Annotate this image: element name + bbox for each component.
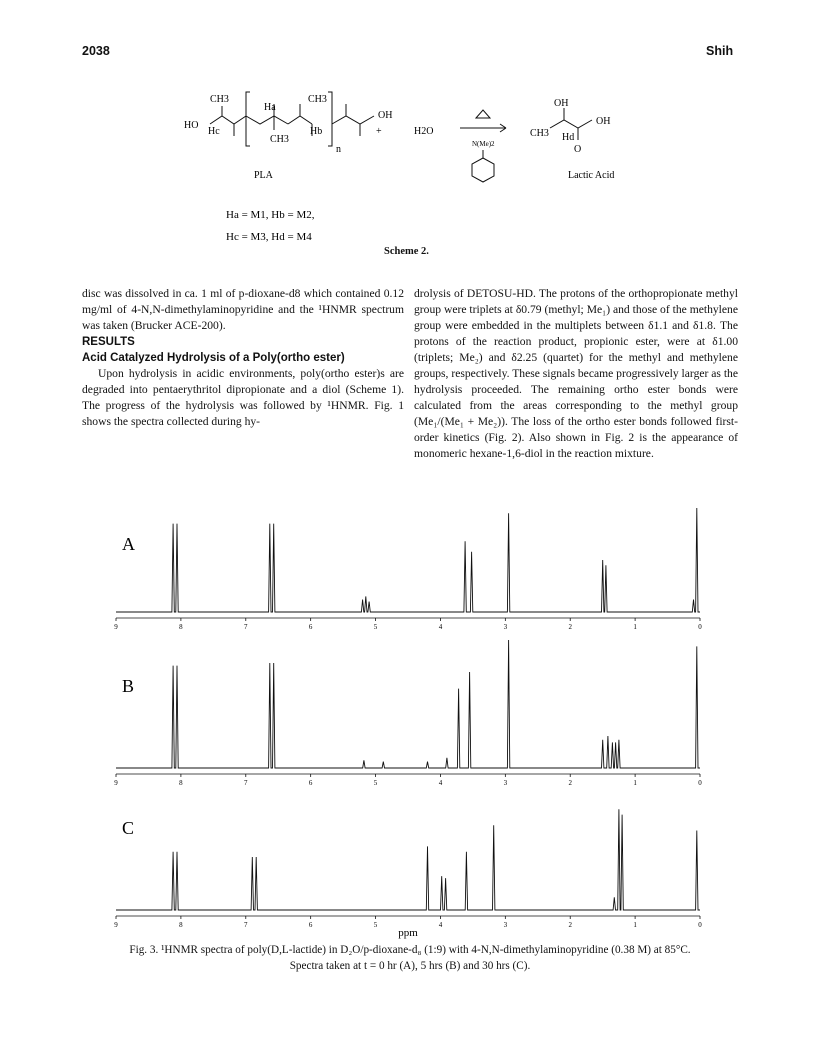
tick-label: 7 — [244, 921, 248, 929]
x-axis-label: ppm — [398, 927, 418, 939]
tick-label: 3 — [503, 779, 508, 787]
figure-caption — [110, 942, 710, 974]
tick-label: 5 — [373, 623, 378, 631]
tick-label: 1 — [633, 921, 637, 929]
scheme-ch3-2: CH3 — [270, 134, 289, 145]
tick-label: 8 — [179, 623, 183, 631]
lactic-hd: Hd — [562, 132, 575, 143]
tick-label: 6 — [308, 779, 313, 787]
panel-label-c: C — [122, 818, 135, 838]
spectrum-trace-a — [116, 508, 700, 612]
scheme-plus: + — [376, 126, 382, 137]
panel-label-a: A — [122, 534, 135, 554]
tick-label: 9 — [114, 921, 118, 929]
tick-label: 8 — [179, 779, 183, 787]
tick-label: 2 — [568, 921, 572, 929]
scheme-title: Scheme 2. — [384, 246, 429, 257]
tick-label: 2 — [568, 623, 572, 631]
tick-label: 8 — [179, 921, 183, 929]
right-column — [414, 286, 738, 462]
tick-label: 6 — [308, 623, 313, 631]
lactic-ch3: CH3 — [530, 128, 549, 139]
scheme-ha: Ha — [264, 102, 276, 113]
tick-label: 5 — [373, 779, 378, 787]
scheme-hb: Hb — [310, 126, 323, 137]
scheme-hc: Hc — [208, 126, 220, 137]
lactic-oh2: OH — [596, 116, 611, 127]
scheme-ch3-3: CH3 — [308, 94, 327, 105]
assignment-1: Ha = M1, Hb = M2, — [226, 209, 315, 221]
tick-label: 3 — [503, 623, 508, 631]
right-para: drolysis of DETOSU-HD. The protons of the orthopropionate methyl group were triplets at δ0.79 (methyl; Me₁) and those of the methylene group were embedded in the multiplets between δ1.1 and δ1.8. The protons of the reaction product, propionic ester, were at δ1.00 (triplets; Me₂) and δ2.25 (quartet) for the methyl and methylene groups, respectively. These signals became progressively larger as the hydrolysis proceeded. The remaining ortho ester bonds were calculated from the areas corresponding to the methyl group (Me₁/(Me₁ + Me₂)). The loss of the ortho ester bonds followed first-order kinetics (Fig. 2). Also shown in Fig. 2 is the appearance of monomeric hexane-1,6-diol in the reaction mixture. — [414, 287, 738, 460]
tick-label: 5 — [373, 921, 378, 929]
tick-label: 9 — [114, 779, 118, 787]
lactic-o: O — [574, 144, 582, 155]
scheme-oh: OH — [378, 110, 393, 121]
nmr-figure — [0, 480, 816, 940]
assignment-2: Hc = M3, Hd = M4 — [226, 231, 312, 243]
tick-label: 2 — [568, 779, 572, 787]
left-para-2: Upon hydrolysis in acidic environments, poly(ortho ester)s are degraded into pentaerythritol dipropionate and a diol (Scheme 1). The progress of the hydrolysis was followed by ¹HNMR. Fig. 1 shows the spectra collected during hy- — [82, 367, 404, 428]
panel-label-b: B — [122, 676, 135, 696]
tick-label: 0 — [698, 623, 702, 631]
tick-label: 4 — [438, 921, 443, 929]
tick-label: 7 — [244, 623, 248, 631]
tick-label: 9 — [114, 623, 118, 631]
scheme-n: n — [336, 144, 341, 155]
spectrum-trace-c — [116, 809, 700, 910]
scheme-water: H2O — [414, 126, 434, 137]
section-heading-results: RESULTS — [82, 336, 135, 348]
tick-label: 4 — [438, 779, 443, 787]
tick-label: 4 — [438, 623, 443, 631]
tick-label: 0 — [698, 921, 702, 929]
tick-label: 3 — [503, 921, 508, 929]
pla-label: PLA — [254, 170, 273, 181]
spectrum-trace-b — [116, 640, 700, 768]
scheme-ch3-1: CH3 — [210, 94, 229, 105]
caption-line-1: Fig. 3. ¹HNMR spectra of poly(D,L-lactide) in D₂O/p-dioxane-d₈ (1:9) with 4-N,N-dimethylaminopyridine (0.38 M) at 85°C. — [129, 944, 691, 956]
tick-label: 7 — [244, 779, 248, 787]
scheme-ho: HO — [184, 120, 199, 131]
tick-label: 6 — [308, 921, 313, 929]
tick-label: 1 — [633, 623, 637, 631]
tick-label: 0 — [698, 779, 702, 787]
subsection-heading: Acid Catalyzed Hydrolysis of a Poly(ortho ester) — [82, 352, 345, 364]
left-para-1: disc was dissolved in ca. 1 ml of p-dioxane-d8 which contained 0.12 mg/ml of 4-N,N-dimethylaminopyridine and the ¹HNMR spectrum was taken (Brucker ACE-200). — [82, 287, 404, 332]
lactic-oh: OH — [554, 98, 569, 109]
scheme-catalyst: N(Me)2 — [472, 140, 495, 148]
tick-label: 1 — [633, 779, 637, 787]
running-author: Shih — [706, 44, 734, 58]
page-number: 2038 — [82, 44, 110, 58]
caption-line-2: Spectra taken at t = 0 hr (A), 5 hrs (B) and 30 hrs (C). — [289, 960, 531, 972]
lactic-acid-label: Lactic Acid — [568, 170, 615, 181]
scheme-2-drawing — [170, 84, 690, 252]
left-column — [82, 286, 404, 430]
